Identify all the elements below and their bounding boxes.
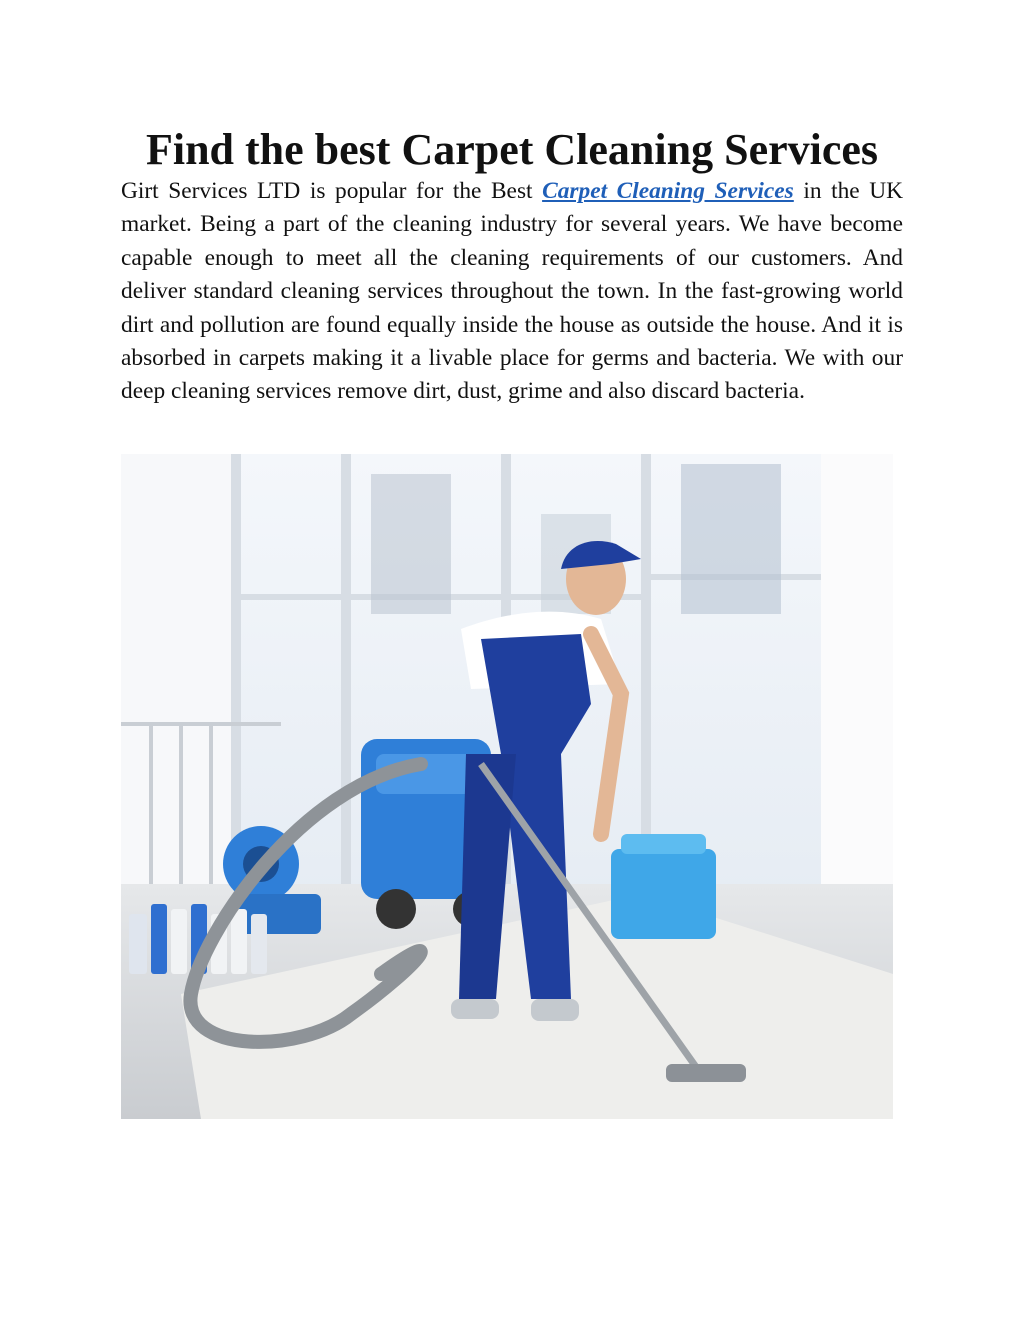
page-title: Find the best Carpet Cleaning Services bbox=[145, 125, 879, 174]
blue-tank bbox=[611, 834, 716, 939]
intro-text-start: Girt Services LTD is popular for the Best bbox=[121, 178, 543, 204]
intro-text-rest: in the UK market. Being a part of the cleaning industry for several years. We have become capable enough to meet all the cleaning requirements of our customers. And deliver standard cleaning services throughout the town. In the fast-growing world dirt and pollution are found equally inside the house as outside the house. And it is absorbed in carpets making it a livable place for germs and bacteria. We with our deep cleaning services remove dirt, dust, grime and also discard bacteria. bbox=[121, 178, 903, 405]
cleaner-illustration bbox=[121, 454, 893, 1119]
intro-paragraph bbox=[121, 175, 903, 409]
carpet-cleaning-services-link[interactable]: Carpet Cleaning Services bbox=[542, 178, 794, 204]
cleaning-wand-head bbox=[666, 1064, 746, 1082]
carpet-cleaning-photo bbox=[121, 454, 893, 1119]
